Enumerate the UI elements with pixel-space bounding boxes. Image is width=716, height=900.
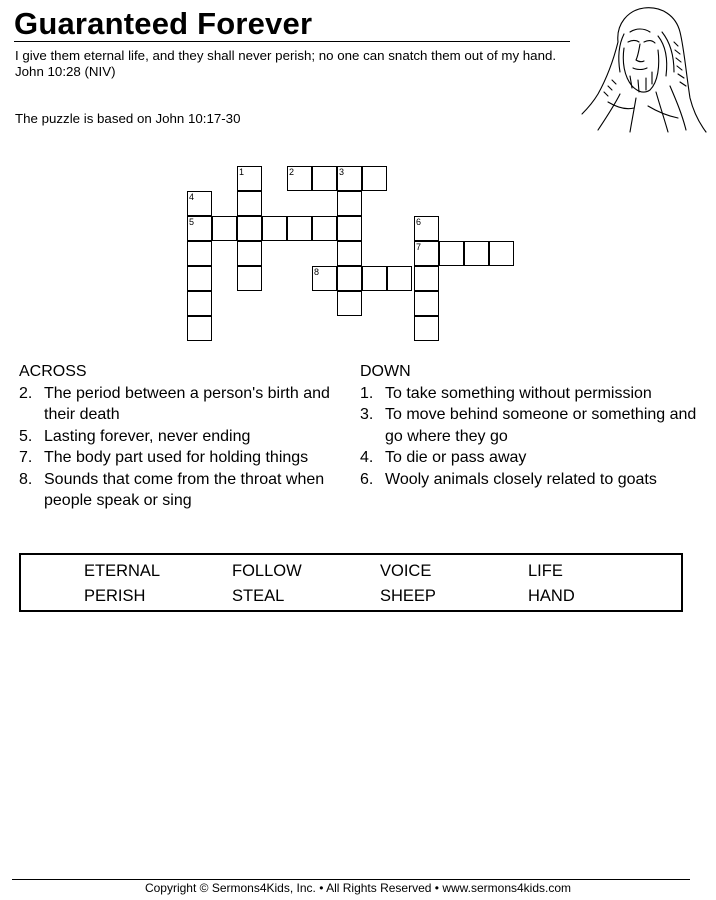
clue-item: 1. To take something without permission [360, 384, 652, 402]
clue-number: 6 [416, 217, 422, 227]
word-bank-item: STEAL [232, 587, 285, 605]
clue-item: 3. To move behind someone or something and go where they go [360, 406, 697, 445]
crossword-cell[interactable] [237, 216, 262, 241]
crossword-cell[interactable] [212, 216, 237, 241]
crossword-cell[interactable] [414, 266, 439, 291]
crossword-cell[interactable] [187, 316, 212, 341]
crossword-cell[interactable] [237, 191, 262, 216]
crossword-cell[interactable] [337, 266, 362, 291]
crossword-cell[interactable] [337, 191, 362, 216]
crossword-cell[interactable] [312, 166, 337, 191]
clue-item: 4. To die or pass away [360, 449, 527, 466]
word-bank [19, 553, 683, 612]
clue-item: 6. Wooly animals closely related to goats [360, 470, 657, 488]
clue-number: 1 [239, 167, 245, 177]
clue-number: 4 [189, 192, 195, 202]
crossword-cell[interactable] [312, 266, 337, 291]
across-heading: ACROSS [19, 363, 87, 380]
crossword-cell[interactable] [187, 266, 212, 291]
crossword-cell[interactable] [439, 241, 464, 266]
crossword-cell[interactable] [464, 241, 489, 266]
crossword-cell[interactable] [414, 216, 439, 241]
crossword-cell[interactable] [237, 166, 262, 191]
crossword-grid [0, 0, 716, 360]
word-bank-item: SHEEP [380, 587, 436, 605]
word-bank-item: FOLLOW [232, 562, 302, 580]
crossword-cell[interactable] [287, 166, 312, 191]
crossword-cell[interactable] [362, 266, 387, 291]
crossword-cell[interactable] [287, 216, 312, 241]
crossword-cell[interactable] [489, 241, 514, 266]
crossword-cell[interactable] [337, 241, 362, 266]
crossword-cell[interactable] [337, 216, 362, 241]
crossword-cell[interactable] [187, 241, 212, 266]
crossword-cell[interactable] [187, 216, 212, 241]
crossword-cell[interactable] [187, 291, 212, 316]
clue-number: 7 [416, 242, 422, 252]
clue-number: 5 [189, 217, 195, 227]
across-clues [19, 361, 349, 512]
crossword-cell[interactable] [187, 191, 212, 216]
crossword-cell[interactable] [337, 291, 362, 316]
page-title: Guaranteed Forever [14, 6, 313, 41]
footer-divider [12, 879, 690, 880]
word-bank-item: HAND [528, 587, 575, 605]
crossword-cell[interactable] [387, 266, 412, 291]
crossword-cell[interactable] [414, 316, 439, 341]
word-bank-item: ETERNAL [84, 562, 161, 580]
clue-item: 5. Lasting forever, never ending [19, 427, 251, 445]
puzzle-basis-note: The puzzle is based on John 10:17-30 [15, 111, 241, 126]
word-bank-item: VOICE [380, 562, 432, 580]
bible-verse: I give them eternal life, and they shall never perish; no one can snatch them out of my hand. John 10:28 (NIV) [15, 48, 557, 79]
word-bank-item: LIFE [528, 562, 563, 580]
clue-number: 8 [314, 267, 320, 277]
clue-number: 2 [289, 167, 295, 177]
down-clues [360, 361, 705, 490]
word-bank-item: PERISH [84, 587, 146, 605]
crossword-cell[interactable] [237, 266, 262, 291]
crossword-cell[interactable] [414, 291, 439, 316]
crossword-cell[interactable] [414, 241, 439, 266]
crossword-cell[interactable] [362, 166, 387, 191]
crossword-cell[interactable] [312, 216, 337, 241]
down-heading: DOWN [360, 363, 411, 380]
clue-number: 3 [339, 167, 345, 177]
crossword-cell[interactable] [337, 166, 362, 191]
clue-item: 7. The body part used for holding things [19, 449, 309, 466]
clue-item: 2. The period between a person's birth and their death [19, 384, 330, 423]
clue-item: 8. Sounds that come from the throat when people speak or sing [19, 470, 325, 509]
copyright-footer: Copyright © Sermons4Kids, Inc. • All Rights Reserved • www.sermons4kids.com [144, 881, 572, 895]
crossword-cell[interactable] [262, 216, 287, 241]
crossword-cell[interactable] [237, 241, 262, 266]
